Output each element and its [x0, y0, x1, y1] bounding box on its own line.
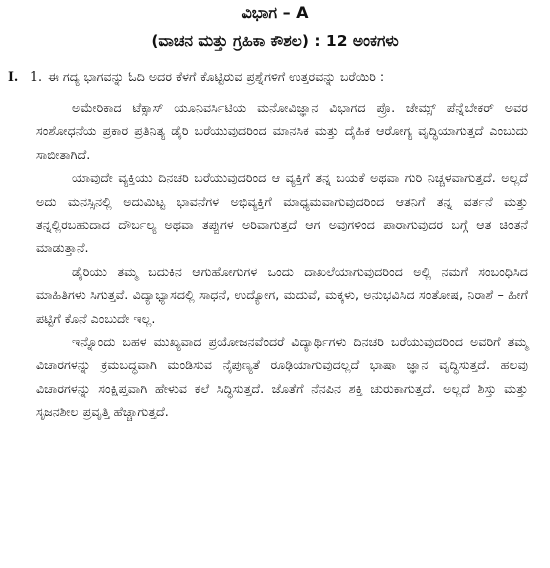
question-instruction-row [8, 67, 538, 87]
question-instruction: ಈ ಗದ್ಯ ಭಾಗವನ್ನು ಓದಿ ಅದರ ಕೆಳಗೆ ಕೊಟ್ಟಿರುವ ಪ್ರಶ್ನೆಗಳಿಗೆ ಉತ್ತರವನ್ನು ಬರೆಯಿರಿ : [48, 69, 385, 84]
section-title: ವಿಭಾಗ – A [241, 3, 309, 22]
section-subtitle: (ವಾಚನ ಮತ್ತು ಗ್ರಹಿಕಾ ಕೌಶಲ) : 12 ಅಂಕಗಳು [151, 32, 399, 50]
passage-paragraph-3: ಡೈರಿಯು ತಮ್ಮ ಬದುಕಿನ ಆಗುಹೋಗುಗಳ ಒಂದು ದಾಖಲೆಯಾಗುವುದರಿಂದ ಅಲ್ಲಿ ನಮಗೆ ಸಂಬಂಧಿಸಿದ ಮಾಹಿತಿಗಳು ಸಿಗುತ್ತವೆ. ವಿದ್ಯಾಭ್ಯಾಸದಲ್ಲಿ ಸಾಧನೆ, ಉದ್ಯೋಗ, ಮದುವೆ, ಮಕ್ಕಳು, ಅನುಭವಿಸಿದ ಸಂತೋಷ, ನಿರಾಶೆ – ಹೀಗೆ ಪಟ್ಟಿಗೆ ಕೊನೆ ಎಂಬುದೇ ಇಲ್ಲ. [36, 263, 528, 326]
passage-paragraph-1: ಅಮೇರಿಕಾದ ಟೆಕ್ಸಾಸ್ ಯೂನಿವರ್ಸಿಟಿಯ ಮನೋವಿಜ್ಞಾನ ವಿಭಾಗದ ಪ್ರೊ. ಜೇಮ್ಸ್ ಪೆನ್ನೆಬೇಕರ್ ಅವರ ಸಂಶೋಧನೆಯ ಪ್ರಕಾರ ಪ್ರತಿನಿತ್ಯ ಡೈರಿ ಬರೆಯುವುದರಿಂದ ಮಾನಸಿಕ ಮತ್ತು ದೈಹಿಕ ಆರೋಗ್ಯ ವೃದ್ಧಿಯಾಗುತ್ತದೆ ಎಂಬುದು ಸಾಬೀತಾಗಿದೆ. [36, 100, 528, 162]
passage-paragraph-2: ಯಾವುದೇ ವ್ಯಕ್ತಿಯು ದಿನಚರಿ ಬರೆಯುವುದರಿಂದ ಆ ವ್ಯಕ್ತಿಗೆ ತನ್ನ ಬಯಕೆ ಅಥವಾ ಗುರಿ ನಿಚ್ಚಳವಾಗುತ್ತದೆ. ಅಲ್ಲದೆ ಅದು ಮನಸ್ಸಿನಲ್ಲಿ ಅದುಮಿಟ್ಟ ಭಾವನೆಗಳ ಅಭಿವ್ಯಕ್ತಿಗೆ ಮಾಧ್ಯಮವಾಗುವುದರಿಂದ ಆತನಿಗೆ ತನ್ನ ವರ್ತನೆ ಮತ್ತು ತನ್ನಲ್ಲಿರಬಹುದಾದ ದೌರ್ಬಲ್ಯ ಅಥವಾ ತಪ್ಪುಗಳ ಅರಿವಾಗುತ್ತದೆ ಆಗ ಅವುಗಳಿಂದ ಪಾರಾಗುವುದರ ಬಗ್ಗೆ ಆತ ಚಿಂತನೆ ಮಾಡುತ್ತಾನೆ. [36, 170, 528, 256]
question-roman-numeral: I. [8, 69, 19, 84]
reading-passage [36, 96, 528, 424]
passage-paragraph-4: ಇನ್ನೊಂದು ಬಹಳ ಮುಖ್ಯವಾದ ಪ್ರಯೋಜನವೆಂದರೆ ವಿದ್ಯಾರ್ಥಿಗಳು ದಿನಚರಿ ಬರೆಯುವುದರಿಂದ ಅವರಿಗೆ ತಮ್ಮ ವಿಚಾರಗಳನ್ನು ಕ್ರಮಬದ್ಧವಾಗಿ ಮಂಡಿಸುವ ನೈಪುಣ್ಯತೆ ರೂಢಿಯಾಗುವುದಲ್ಲದೆ ಭಾಷಾ ಜ್ಞಾನ ವೃದ್ಧಿಸುತ್ತದೆ. ಹಲವು ವಿಚಾರಗಳನ್ನು ಸಂಕ್ಷಿಪ್ತವಾಗಿ ಹೇಳುವ ಕಲೆ ಸಿದ್ಧಿಸುತ್ತದೆ. ಜೊತೆಗೆ ನೆನಪಿನ ಶಕ್ತಿ ಚುರುಕಾಗುತ್ತದೆ. ಅಲ್ಲದೆ ಶಿಸ್ತು ಮತ್ತು ಸೃಜನಶೀಲ ಪ್ರವೃತ್ತಿ ಹೆಚ್ಚಾಗುತ್ತದೆ. [36, 334, 528, 420]
question-number: 1. [30, 69, 43, 84]
